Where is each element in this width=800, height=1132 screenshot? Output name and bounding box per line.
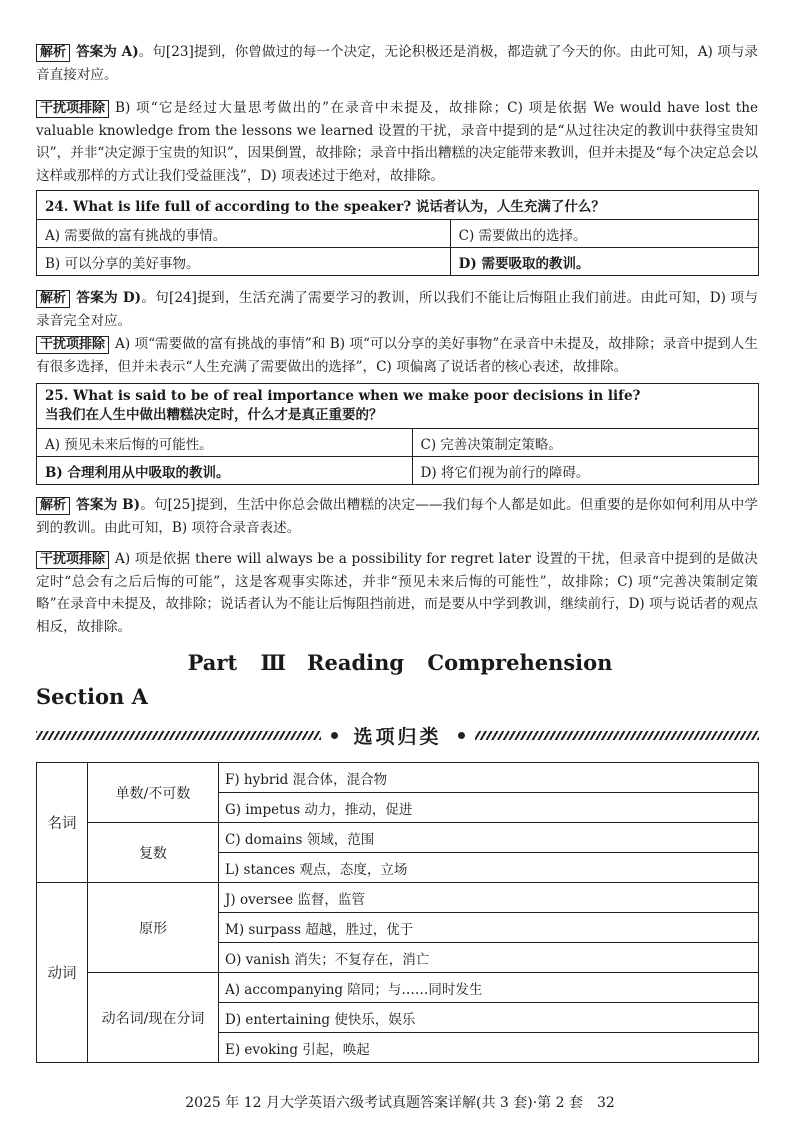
plural-label: 复数	[88, 823, 219, 883]
option-c: C) 完善决策制定策略。	[412, 429, 758, 457]
question-25-english: 25. What is said to be of real importance when we make poor decisions in life?	[45, 388, 641, 404]
bullet-dot-icon	[458, 732, 465, 739]
distractor-text: A) 项“需要做的富有挑战的事情”和 B) 项“可以分享的美好事物”在录音中未提及，故排除；录音中提到人生有很多选择，但并未表示“人生充满了需要做出的选择”，C) 项偏离了说话者的核心表述，故排除。	[36, 336, 758, 375]
vocab-item: J) oversee 监督，监管	[219, 883, 759, 913]
vocab-item: M) surpass 超越，胜过，优于	[219, 913, 759, 943]
distractor-text: A) 项是依据 there will always be a possibility for regret later 设置的干扰，但录音中提到的是做决定时“总会有之后后悔的可能”，这是客观事实陈述，并非“预见未来后悔的可能性”，故排除；C) 项“完善决策制定策略”在录音中未提及，故排除；说话者认为不能让后悔阻挡前进，而是要从中学到教训，继续前行，D) 项与说话者的观点相反，故排除。	[36, 551, 758, 635]
distractor-tag: 干扰项排除	[36, 336, 109, 354]
option-a: A) 预见未来后悔的可能性。	[37, 429, 413, 457]
analysis-paragraph-23	[36, 41, 758, 86]
answer-text: 答案为 D)	[76, 290, 142, 306]
question-25-stem	[37, 384, 759, 429]
vocab-item: A) accompanying 陪同；与……同时发生	[219, 973, 759, 1003]
analysis-text: 。句[25]提到，生活中你总会做出糟糕的决定——我们每个人都是如此。但重要的是你如何利用从中学到的教训。由此可知，B) 项符合录音表述。	[36, 497, 758, 536]
hatch-divider-left	[36, 731, 321, 740]
vocab-item: F) hybrid 混合体，混合物	[219, 763, 759, 793]
analysis-tag: 解析	[36, 44, 70, 62]
distractor-paragraph-24	[36, 333, 758, 378]
option-b-correct: B) 合理利用从中吸取的教训。	[37, 457, 413, 485]
bullet-dot-icon	[331, 732, 338, 739]
table-row	[37, 883, 759, 913]
category-banner	[36, 722, 759, 748]
option-d-correct: D) 需要吸取的教训。	[450, 248, 758, 276]
part-title: Part Ⅲ Reading Comprehension	[187, 650, 613, 675]
analysis-tag: 解析	[36, 497, 70, 515]
option-d: D) 将它们视为前行的障碍。	[412, 457, 758, 485]
page-footer: 2025 年 12 月大学英语六级考试真题答案详解(共 3 套)·第 2 套 32	[185, 1095, 615, 1111]
verb-label: 动词	[37, 883, 88, 1063]
vocab-item: G) impetus 动力，推动，促进	[219, 793, 759, 823]
distractor-text: B) 项“它是经过大量思考做出的”在录音中未提及，故排除；C) 项是依据 We would have lost the valuable knowledge from the lessons we learned 设置的干扰，录音中提到的是“从过往决定的教训中获得宝贵知识”，并非“决定源于宝贵的知识”，因果倒置，故排除；录音中指出糟糕的决定能带来教训，但并未提及“每个决定总会以这样或那样的方式让我们受益匪浅”，D) 项表述过于绝对，故排除。	[36, 100, 758, 184]
section-title: Section A	[36, 684, 148, 709]
distractor-tag: 干扰项排除	[36, 551, 109, 569]
question-25-box	[36, 383, 759, 485]
question-24-stem: 24. What is life full of according to the speaker? 说话者认为，人生充满了什么？	[37, 191, 759, 220]
option-b: B) 可以分享的美好事物。	[37, 248, 451, 276]
option-c: C) 需要做出的选择。	[450, 220, 758, 248]
table-row	[37, 763, 759, 793]
option-a: A) 需要做的富有挑战的事情。	[37, 220, 451, 248]
question-24-box	[36, 190, 759, 276]
table-row	[37, 973, 759, 1003]
answer-text: 答案为 A)	[76, 44, 139, 60]
table-row	[37, 823, 759, 853]
vocab-item: E) evoking 引起，唤起	[219, 1033, 759, 1063]
distractor-paragraph-25	[36, 548, 758, 638]
hatch-divider-right	[475, 731, 760, 740]
analysis-paragraph-24	[36, 287, 758, 332]
distractor-paragraph-23	[36, 97, 758, 187]
vocabulary-table	[36, 762, 759, 1063]
vocab-item: C) domains 领域，范围	[219, 823, 759, 853]
analysis-text: 。句[24]提到，生活充满了需要学习的教训，所以我们不能让后悔阻止我们前进。由此可知，D) 项与录音完全对应。	[36, 290, 759, 329]
banner-title: 选项归类	[353, 725, 442, 748]
distractor-tag: 干扰项排除	[36, 100, 109, 118]
vocab-item: D) entertaining 使快乐，娱乐	[219, 1003, 759, 1033]
vocab-item: L) stances 观点，态度，立场	[219, 853, 759, 883]
analysis-paragraph-25	[36, 494, 758, 539]
countable-label: 单数/不可数	[88, 763, 219, 823]
question-25-chinese: 当我们在人生中做出糟糕决定时，什么才是真正重要的？	[45, 407, 383, 423]
gerund-label: 动名词/现在分词	[88, 973, 219, 1063]
analysis-text: 。句[23]提到，你曾做过的每一个决定，无论积极还是消极，都造就了今天的你。由此可知，A) 项与录音直接对应。	[36, 44, 759, 83]
base-form-label: 原形	[88, 883, 219, 973]
noun-label: 名词	[37, 763, 88, 883]
analysis-tag: 解析	[36, 290, 70, 308]
vocab-item: O) vanish 消失；不复存在，消亡	[219, 943, 759, 973]
answer-text: 答案为 B)	[76, 497, 141, 513]
